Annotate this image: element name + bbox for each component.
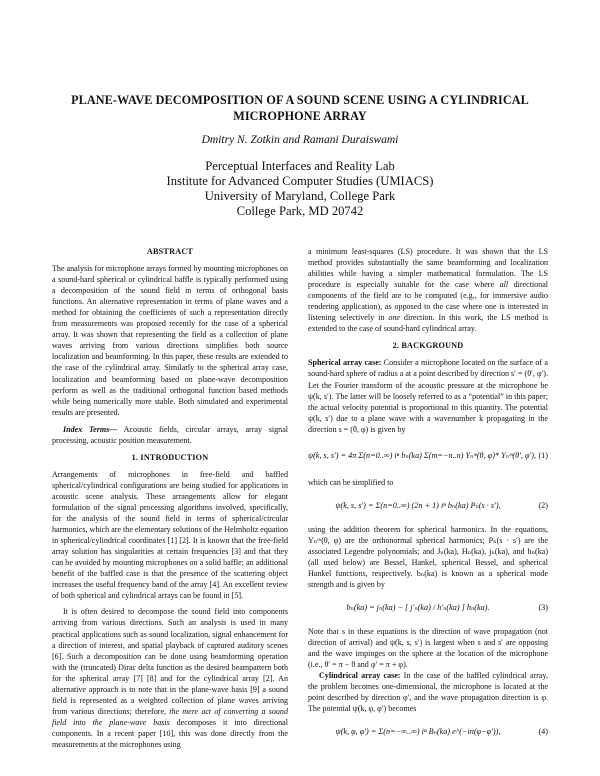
- equation-1: [308, 438, 548, 474]
- equation-4: [308, 717, 548, 747]
- affiliation-line: University of Maryland, College Park: [204, 189, 396, 203]
- spherical-paragraph-3: Note that s in these equations is the direction of wave propagation (not direction of arrival) and ψ(k, s, s′) is largest when s and s′ are opposing and the wave impinges on the sphere at the location of the microphone (i.e., θ′ = π − θ and φ′ = π + φ).: [308, 627, 548, 670]
- intro-cont-one: one: [388, 313, 400, 323]
- spherical-paragraph-2: using the addition theorem for spherical harmonics. In the equations, Yₙᵐ(θ, φ) are the orthonormal spherical harmonics; Pₙ(s · s′) are the associated Legendre polynomials; and Jₙ(ka), Hₙ(ka), jₙ(ka), and hₙ(ka) (all used below) are Bessel, Hankel, spherical Bessel, and spherical Hankel functions, respectively. bₙ(ka) is known as a spherical mode strength and is given by: [308, 524, 548, 590]
- affiliation-line: Perceptual Interfaces and Reality Lab: [205, 159, 395, 173]
- right-column: [308, 246, 548, 750]
- intro-continuation: [308, 246, 548, 334]
- equation-1-expression: ψ(k, s, s′) = 4π Σ(n=0..∞) iⁿ bₙ(ka) Σ(m=−n..n) Yₙᵐ(θ, φ)* Yₙᵐ(θ′, φ′),: [308, 450, 537, 460]
- equation-2-number: (2): [538, 500, 548, 510]
- abstract-text: The analysis for microphone arrays formed by mounting microphones on a sound-hard spherical or cylindrical baffle is typically performed using a decomposition of the sound field in terms of orthogonal basis functions. An alternative representation in terms of plane waves and a method for obtaining the coefficients of such a representation directly from measurements was proposed recently for the case of a spherical array. It was shown that representing the field as a collection of plane waves arriving from various directions simplifies both source localization and beamforming. In this paper, these results are extended to the case of the cylindrical array. Similarly to the spherical array case, localization and beamforming based on plane-wave decomposition perform as well as the traditional orthogonal function based methods while being numerically more stable. Both simulated and experimental results are presented.: [52, 264, 288, 417]
- equation-3-expression: bₙ(ka) = jₙ(ka) − [ j′ₙ(ka) / h′ₙ(ka) ] hₙ(ka).: [346, 603, 490, 613]
- intro-paragraph-1: Arrangements of microphones in free-field and baffled spherical/cylindrical configurations are being studied for applications in acoustic scene analysis. These arrangements allow for elegant formulation of the signal processing algorithms involved, specifically, for the analysis of the sound field in terms of spherical/circular harmonics, which are the elementary solutions of the Helmholtz equation in spherical/cylindrical coordinates [1] [2]. It is known that the free-field array solution has singularities at certain frequencies [3] and that they can be avoided by mounting microphones on a solid baffle; an additional benefit of the baffled case is that the presence of the scattering object increases the useful frequency band of the array [4]. An excellent review of both spherical and cylindrical arrays can be found in [5].: [52, 469, 288, 601]
- abstract-heading: ABSTRACT: [146, 247, 194, 256]
- index-terms-label: Index Terms—: [63, 424, 118, 434]
- intro-cont-all: all: [499, 280, 509, 290]
- paper-title: PLANE-WAVE DECOMPOSITION OF A SOUND SCENE USING A CYLINDRICAL MICROPHONE ARRAY: [71, 93, 529, 123]
- equation-4-expression: ψ(k, φ, φ′) = Σ(n=−∞..∞) iⁿ Bₙ(ka) e^(−in(φ−φ′)),: [335, 727, 501, 737]
- equation-2-expression: ψ(k, s, s′) = Σ(n=0..∞) (2n + 1) iⁿ bₙ(ka) Pₙ(s · s′),: [335, 500, 501, 510]
- intro-cont-a: a minimum least-squares (LS) procedure. It was shown that the LS method provides substantially the same beamforming and localization abilities while having a simpler mathematical formulation. The LS procedure is especially suitable for the case where: [308, 247, 548, 290]
- paper-authors: Dmitry N. Zotkin and Ramani Duraiswami: [201, 134, 399, 146]
- affiliation-line: Institute for Advanced Computer Studies (UMIACS): [166, 174, 434, 188]
- equation-2: [308, 491, 548, 521]
- intro-cont-b: directional components of the field are to be computed (e.g., for immersive audio rendering application), as opposed to the case where one is interested in listening selectively in: [308, 280, 549, 323]
- index-terms-text: Acoustic fields, circular arrays, array signal processing, acoustic position measurement.: [52, 424, 289, 445]
- equation-4-number: (4): [538, 727, 548, 737]
- index-terms: [52, 424, 288, 446]
- equation-3-number: (3): [538, 603, 548, 613]
- cylindrical-text: In the case of the baffled cylindrical array, the problem becomes one-dimensional, the microphone is located at the point described by direction φ′, and the wave propagation direction is φ. The potential ψ(k, φ, φ′) becomes: [308, 671, 549, 714]
- background-heading: 2. BACKGROUND: [392, 341, 464, 351]
- cylindrical-label: Cylindrical array case:: [319, 671, 401, 681]
- intro-p2-part-a: It is often desired to decompose the sound field into components arriving from various directions. Such an analysis is used in many practical applications such as sound localization, signal enhancement for a direction of interest, and spatial playback of captured auditory scenes [6]. Such a decomposition can be done using beamforming operation with the (truncated) Dirac delta function as the desired beampattern both for the spherical array [7] [8] and for the cylindrical array [2]. An alternative approach is to note that in the plane-wave basis [9] a sound field is represented as a weighted collection of plane waves arriving from various directions; therefore,: [52, 607, 288, 716]
- affiliation-block: [60, 159, 540, 219]
- intro-cont-c: direction. In this work, the LS method is extended to the case of sound-hard cylindrical array.: [308, 313, 549, 334]
- simplified-text: which can be simplified to: [308, 477, 394, 487]
- intro-p2-part-b: decomposes it into directional components. In a recent paper [10], this was done directly from the measurements at the microphones using: [52, 717, 288, 749]
- spherical-text-1: Consider a microphone located on the surface of a sound-hard sphere of radius a at a point described by direction s′ = (θ′, φ′). Let the Fourier transform of the acoustic pressure at the microphone be ψ(k, s′). The latter will be loosely referred to as a “potential” in this paper; the actual velocity potential is proportional to this quantity. The potential ψ(k, s′) due to a plane wave with a wavenumber k propagating in the direction s = (θ, φ) is given by: [308, 358, 548, 434]
- affiliation-line: College Park, MD 20742: [236, 204, 364, 218]
- equation-1-number: (1): [538, 450, 548, 460]
- spherical-paragraph-1: [308, 357, 548, 434]
- left-column: [52, 246, 288, 750]
- spherical-label: Spherical array case:: [308, 358, 382, 368]
- intro-paragraph-2: [52, 606, 288, 750]
- intro-p2-emphasis: the mere act of converting a sound field into the plane-wave basis: [52, 706, 288, 727]
- equation-3: [308, 593, 548, 623]
- intro-heading: 1. INTRODUCTION: [131, 452, 209, 462]
- cylindrical-paragraph: [308, 670, 548, 714]
